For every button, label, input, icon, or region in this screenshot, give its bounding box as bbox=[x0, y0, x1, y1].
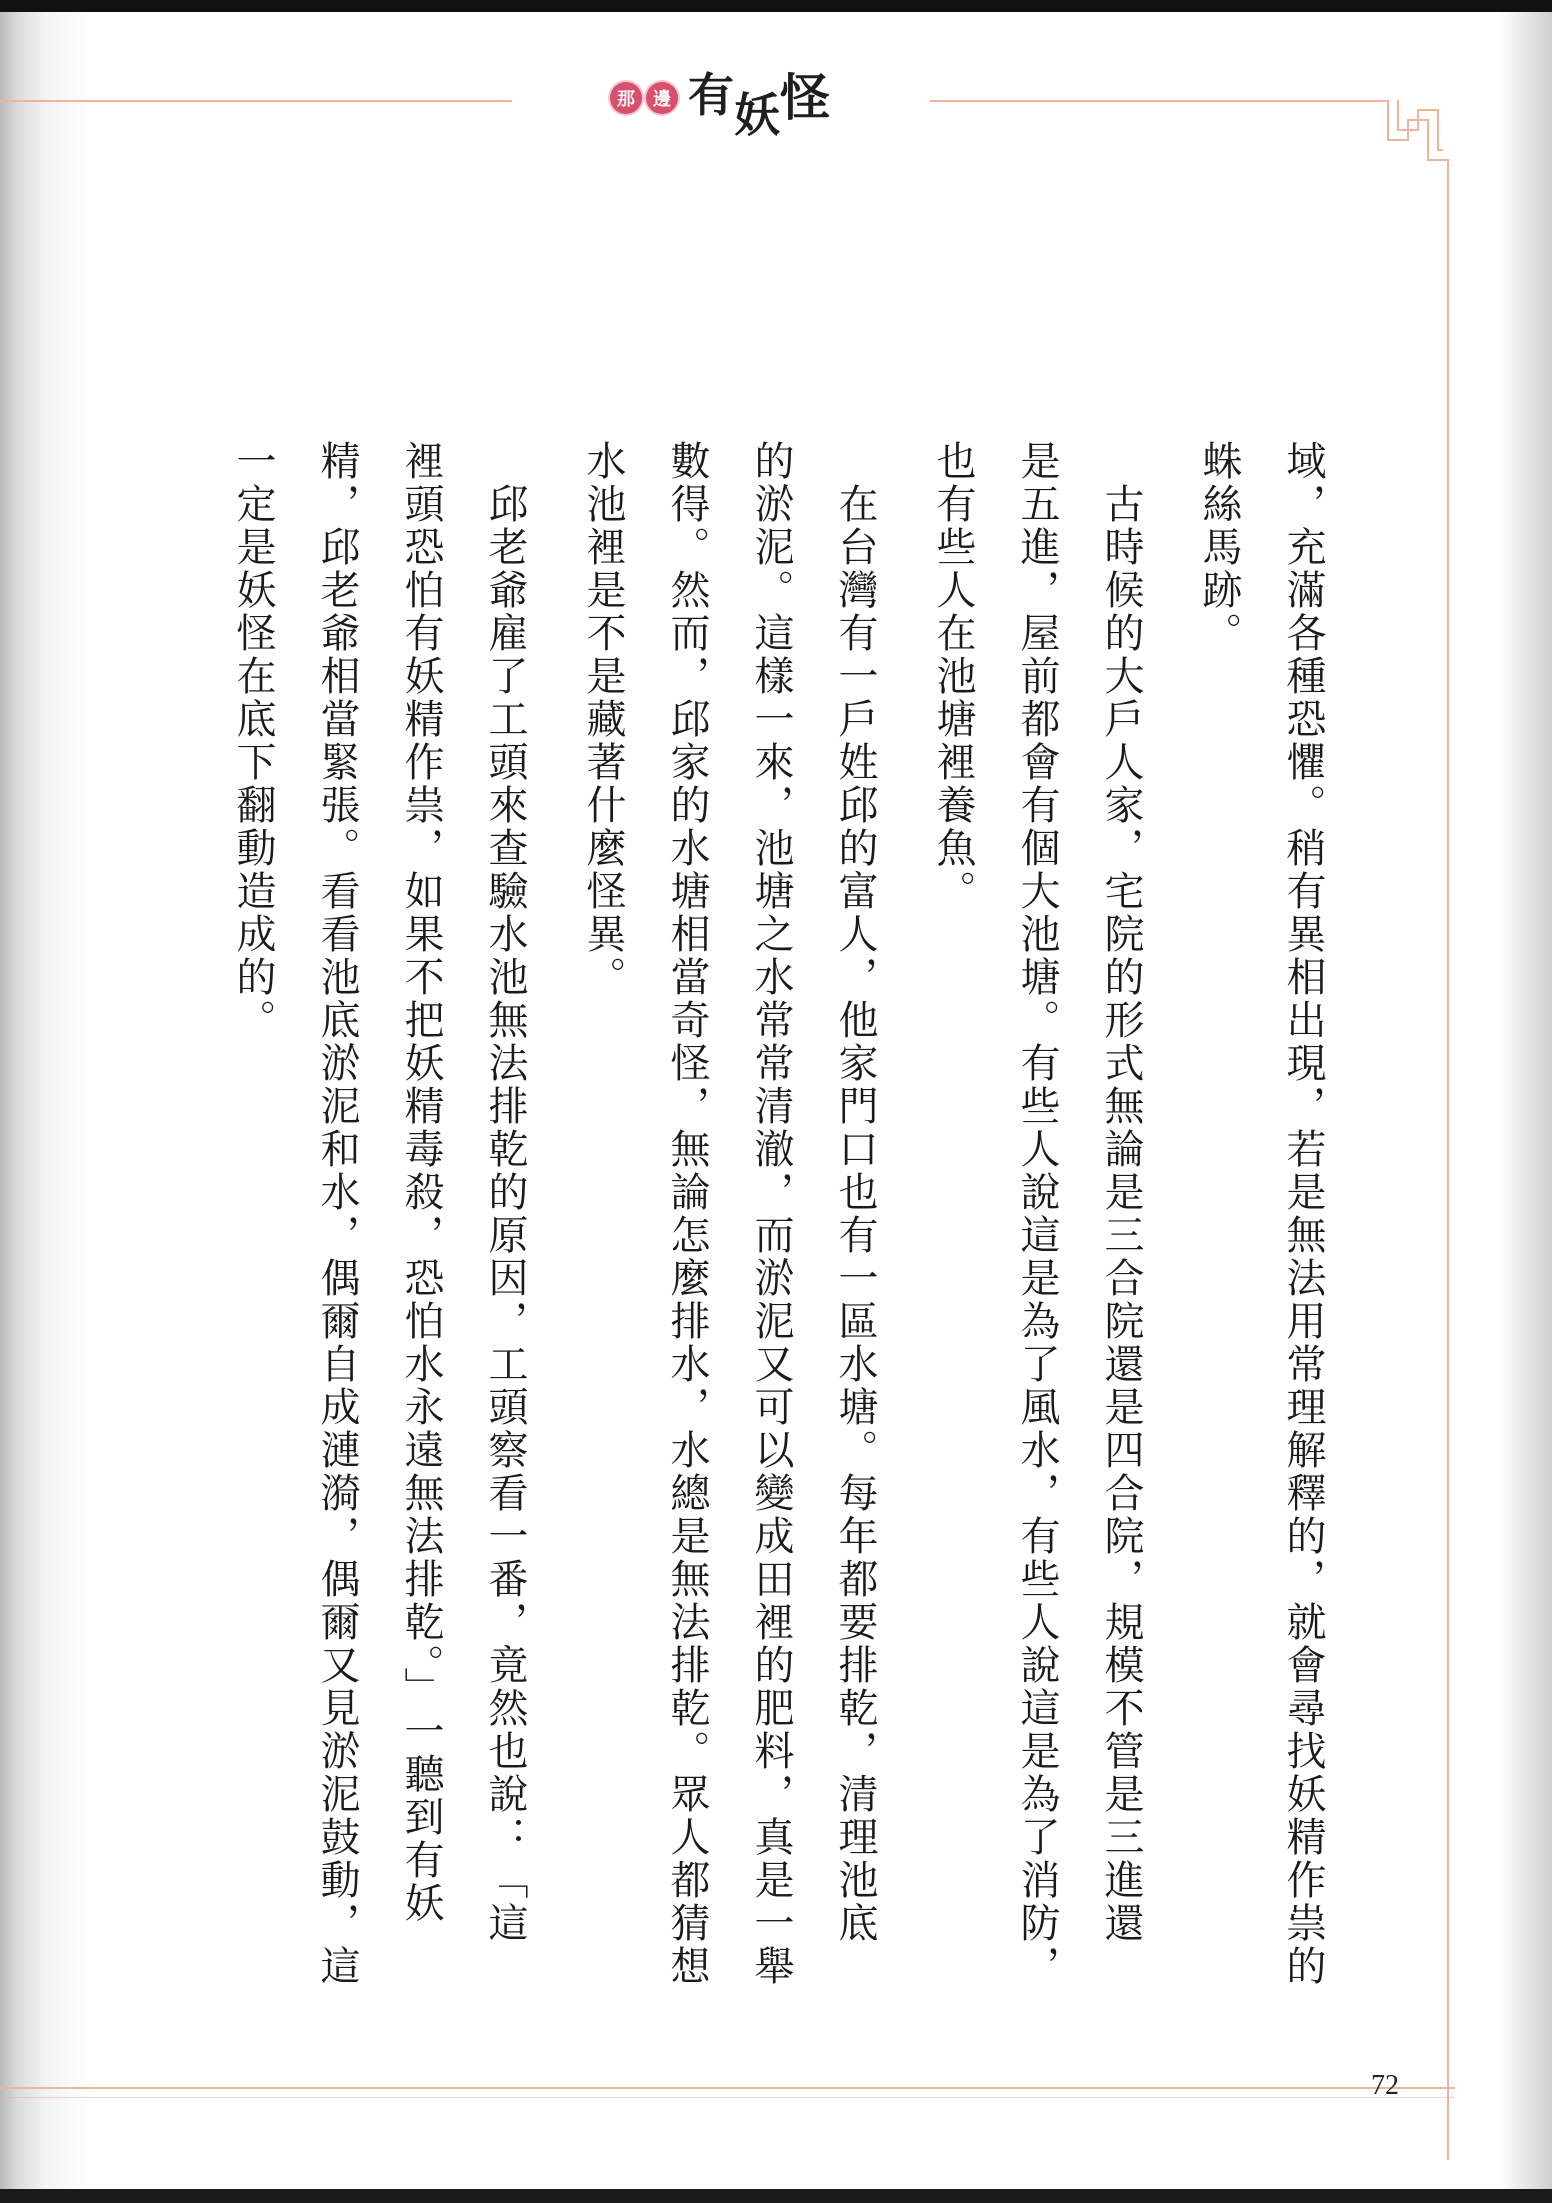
text-column-10: 邱老爺雇了工頭來查驗水池無法排乾的原因，工頭察看一番，竟然也說：「這 bbox=[482, 440, 528, 1945]
header-rule-right bbox=[930, 100, 1388, 102]
header-title-char-3: 怪 bbox=[780, 69, 830, 127]
footer-rule-thin bbox=[0, 2097, 1455, 2098]
page-number: 72 bbox=[1371, 2070, 1399, 2101]
text-column-3: 古時候的大戶人家，宅院的形式無論是三合院還是四合院，規模不管是三進還 bbox=[1098, 440, 1144, 1945]
text-column-12: 精，邱老爺相當緊張。看看池底淤泥和水，偶爾自成漣漪，偶爾又見淤泥鼓動，這 bbox=[314, 440, 360, 1988]
text-column-5: 也有些人在池塘裡養魚。 bbox=[930, 440, 976, 913]
header-title-char-1: 有 bbox=[688, 68, 734, 122]
footer-rule bbox=[0, 2087, 1455, 2089]
header-title-char-2: 妖 bbox=[734, 88, 780, 142]
text-column-13: 一定是妖怪在底下翻動造成的。 bbox=[230, 440, 276, 1042]
text-column-1: 域，充滿各種恐懼。稍有異相出現，若是無法用常理解釋的，就會尋找妖精作祟的 bbox=[1280, 440, 1326, 1988]
decorative-frame-ornament bbox=[1353, 100, 1453, 2160]
text-column-2: 蛛絲馬跡。 bbox=[1196, 440, 1242, 655]
text-column-11: 裡頭恐怕有妖精作祟，如果不把妖精毒殺，恐怕水永遠無法排乾。」一聽到有妖 bbox=[398, 440, 444, 1925]
page-header bbox=[610, 58, 830, 142]
vertical-text-body bbox=[185, 440, 1345, 1988]
scan-bottom-edge bbox=[0, 2189, 1552, 2203]
scan-top-edge bbox=[0, 0, 1552, 12]
text-column-9: 水池裡是不是藏著什麼怪異。 bbox=[580, 440, 626, 999]
text-column-4: 是五進，屋前都會有個大池塘。有些人說這是為了風水，有些人說這是為了消防， bbox=[1014, 440, 1060, 1988]
text-column-6: 在台灣有一戶姓邱的富人，他家門口也有一區水塘。每年都要排乾，清理池底 bbox=[832, 440, 878, 1945]
header-badge-1: 那 bbox=[610, 82, 642, 114]
text-column-7: 的淤泥。這樣一來，池塘之水常常清澈，而淤泥又可以變成田裡的肥料，真是一舉 bbox=[748, 440, 794, 1988]
header-rule-left bbox=[0, 100, 512, 102]
text-column-8: 數得。然而，邱家的水塘相當奇怪，無論怎麼排水，水總是無法排乾。眾人都猜想 bbox=[664, 440, 710, 1988]
header-badge-2: 邊 bbox=[646, 82, 678, 114]
